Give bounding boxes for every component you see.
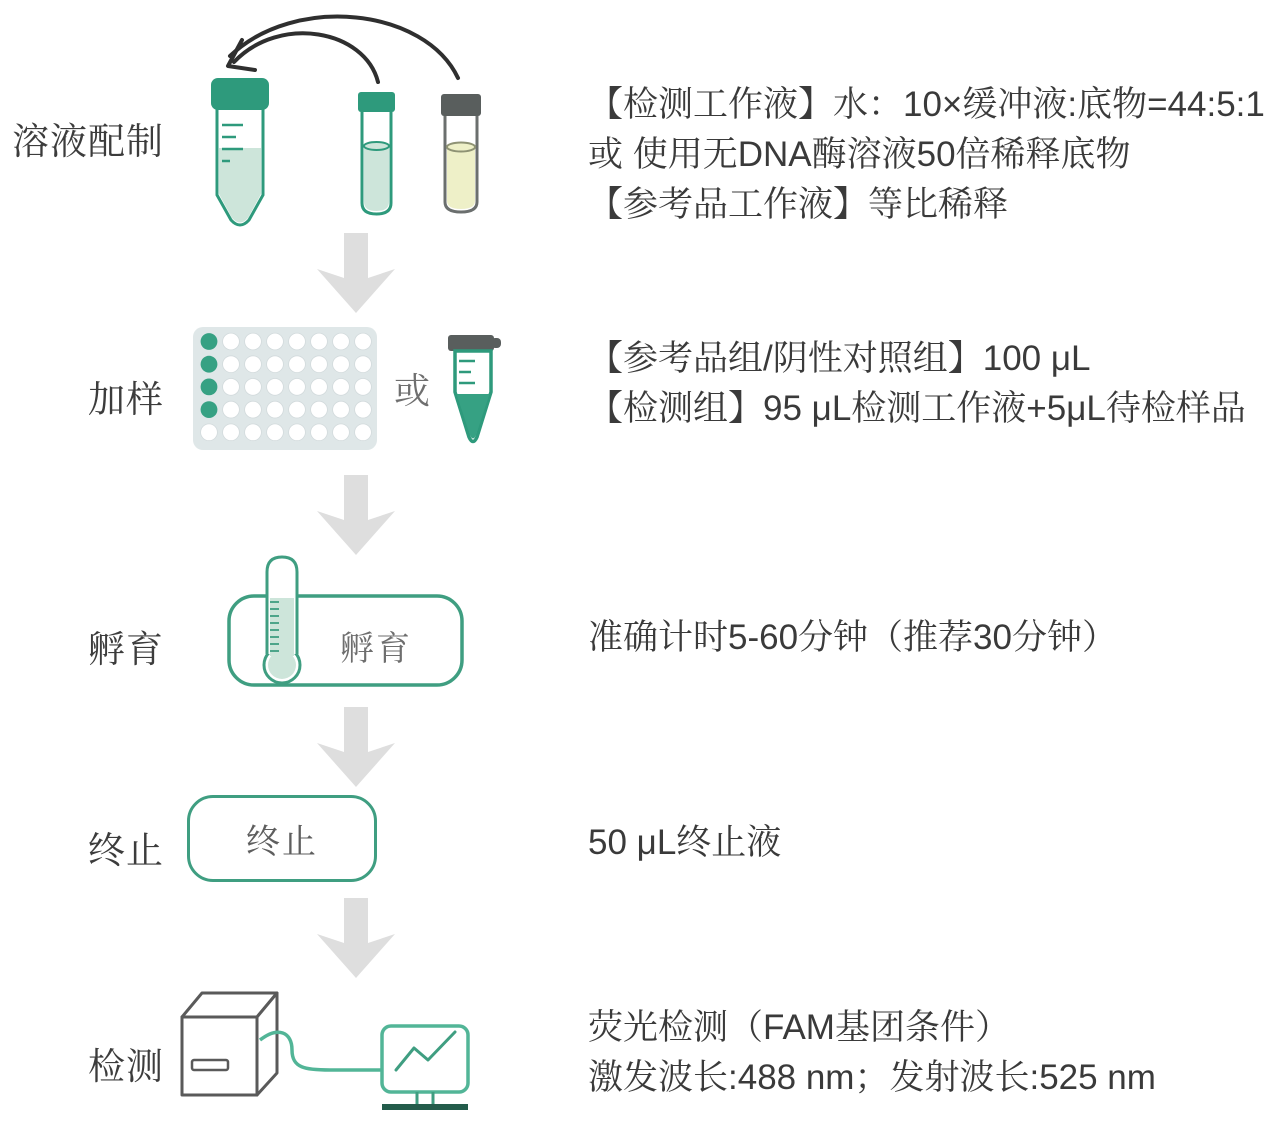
desc-line: 或 使用无DNA酶溶液50倍稀释底物 [588,135,1131,174]
plate-well-empty [245,401,262,418]
substrate-tube-icon [441,94,481,212]
plate-well-empty [223,401,240,418]
plate-well-empty [355,333,372,350]
sample-loading-description [588,334,1246,434]
or-label: 或 [394,370,431,411]
plate-well-empty [289,379,306,396]
plate-well-empty [289,333,306,350]
plate-well-empty [289,401,306,418]
cable-icon [260,1032,384,1070]
step-label-solution-prep: 溶液配制 [12,121,164,162]
desc-line: 【检测工作液】水：10×缓冲液:底物=44:5:1 [588,85,1265,124]
plate-well-empty [355,356,372,373]
desc-line: 激发波长:488 nm；发射波长:525 nm [588,1058,1156,1097]
detection-description [588,1003,1156,1103]
medium-tube-icon [358,92,395,214]
plate-well-filled [201,379,218,396]
desc-line: 准确计时5-60分钟（推荐30分钟） [588,618,1117,657]
plate-well-empty [333,356,350,373]
instrument-box-icon [182,993,277,1095]
plate-well-empty [311,356,328,373]
plate-well-filled [201,401,218,418]
plate-well-empty [355,379,372,396]
plate-well-filled [201,333,218,350]
plate-well-empty [223,424,240,441]
plate-well-filled [201,356,218,373]
plate-well-empty [267,424,284,441]
incubation-description [588,613,1117,663]
plate-well-empty [245,379,262,396]
plate-well-empty [267,356,284,373]
plate-well-empty [311,379,328,396]
step-label-stop: 终止 [88,830,164,871]
flow-down-arrow-icon [317,233,395,313]
plate-well-empty [311,424,328,441]
plate-well-empty [245,356,262,373]
flow-down-arrow-icon [317,475,395,555]
plate-well-empty [333,424,350,441]
plate-well-empty [311,401,328,418]
stop-box-label: 终止 [246,823,318,861]
thermometer-icon [264,557,300,683]
solution-prep-icon [180,8,500,238]
incubation-box-label: 孵育 [340,630,412,668]
plate-well-empty [267,379,284,396]
plate-well-empty [223,379,240,396]
step-label-incubation: 孵育 [88,629,164,670]
plate-well-empty [245,333,262,350]
monitor-icon [382,1026,468,1110]
plate-well-empty [333,401,350,418]
plate-well-empty [223,356,240,373]
plate-well-empty [245,424,262,441]
solution-prep-description [588,80,1265,230]
flow-down-arrow-icon [317,707,395,787]
desc-line: 50 μL终止液 [588,823,782,862]
plate-well-empty [355,401,372,418]
large-tube-icon [211,78,269,225]
pour-arrows-icon [228,17,458,82]
plate-well-empty [311,333,328,350]
eppendorf-tube-icon [445,330,505,455]
plate-well-empty [201,424,218,441]
stop-description [588,818,781,868]
plate-well-empty [333,379,350,396]
detection-instrument-icon [180,980,480,1115]
step-label-sample-loading: 加样 [88,379,164,420]
plate-well-empty [267,401,284,418]
desc-line: 【检测组】95 μL检测工作液+5μL待检样品 [588,389,1246,428]
desc-line: 【参考品工作液】等比稀释 [588,185,1009,224]
plate-well-empty [223,333,240,350]
plate-well-empty [289,424,306,441]
plate-well-empty [289,356,306,373]
step-label-detection: 检测 [88,1046,164,1087]
desc-line: 荧光检测（FAM基团条件） [588,1008,1010,1047]
flow-down-arrow-icon [317,898,395,978]
plate-well-empty [355,424,372,441]
plate-well-empty [333,333,350,350]
desc-line: 【参考品组/阴性对照组】100 μL [588,339,1091,378]
plate-well-empty [267,333,284,350]
microplate-icon [190,325,390,460]
stop-box [187,795,377,882]
